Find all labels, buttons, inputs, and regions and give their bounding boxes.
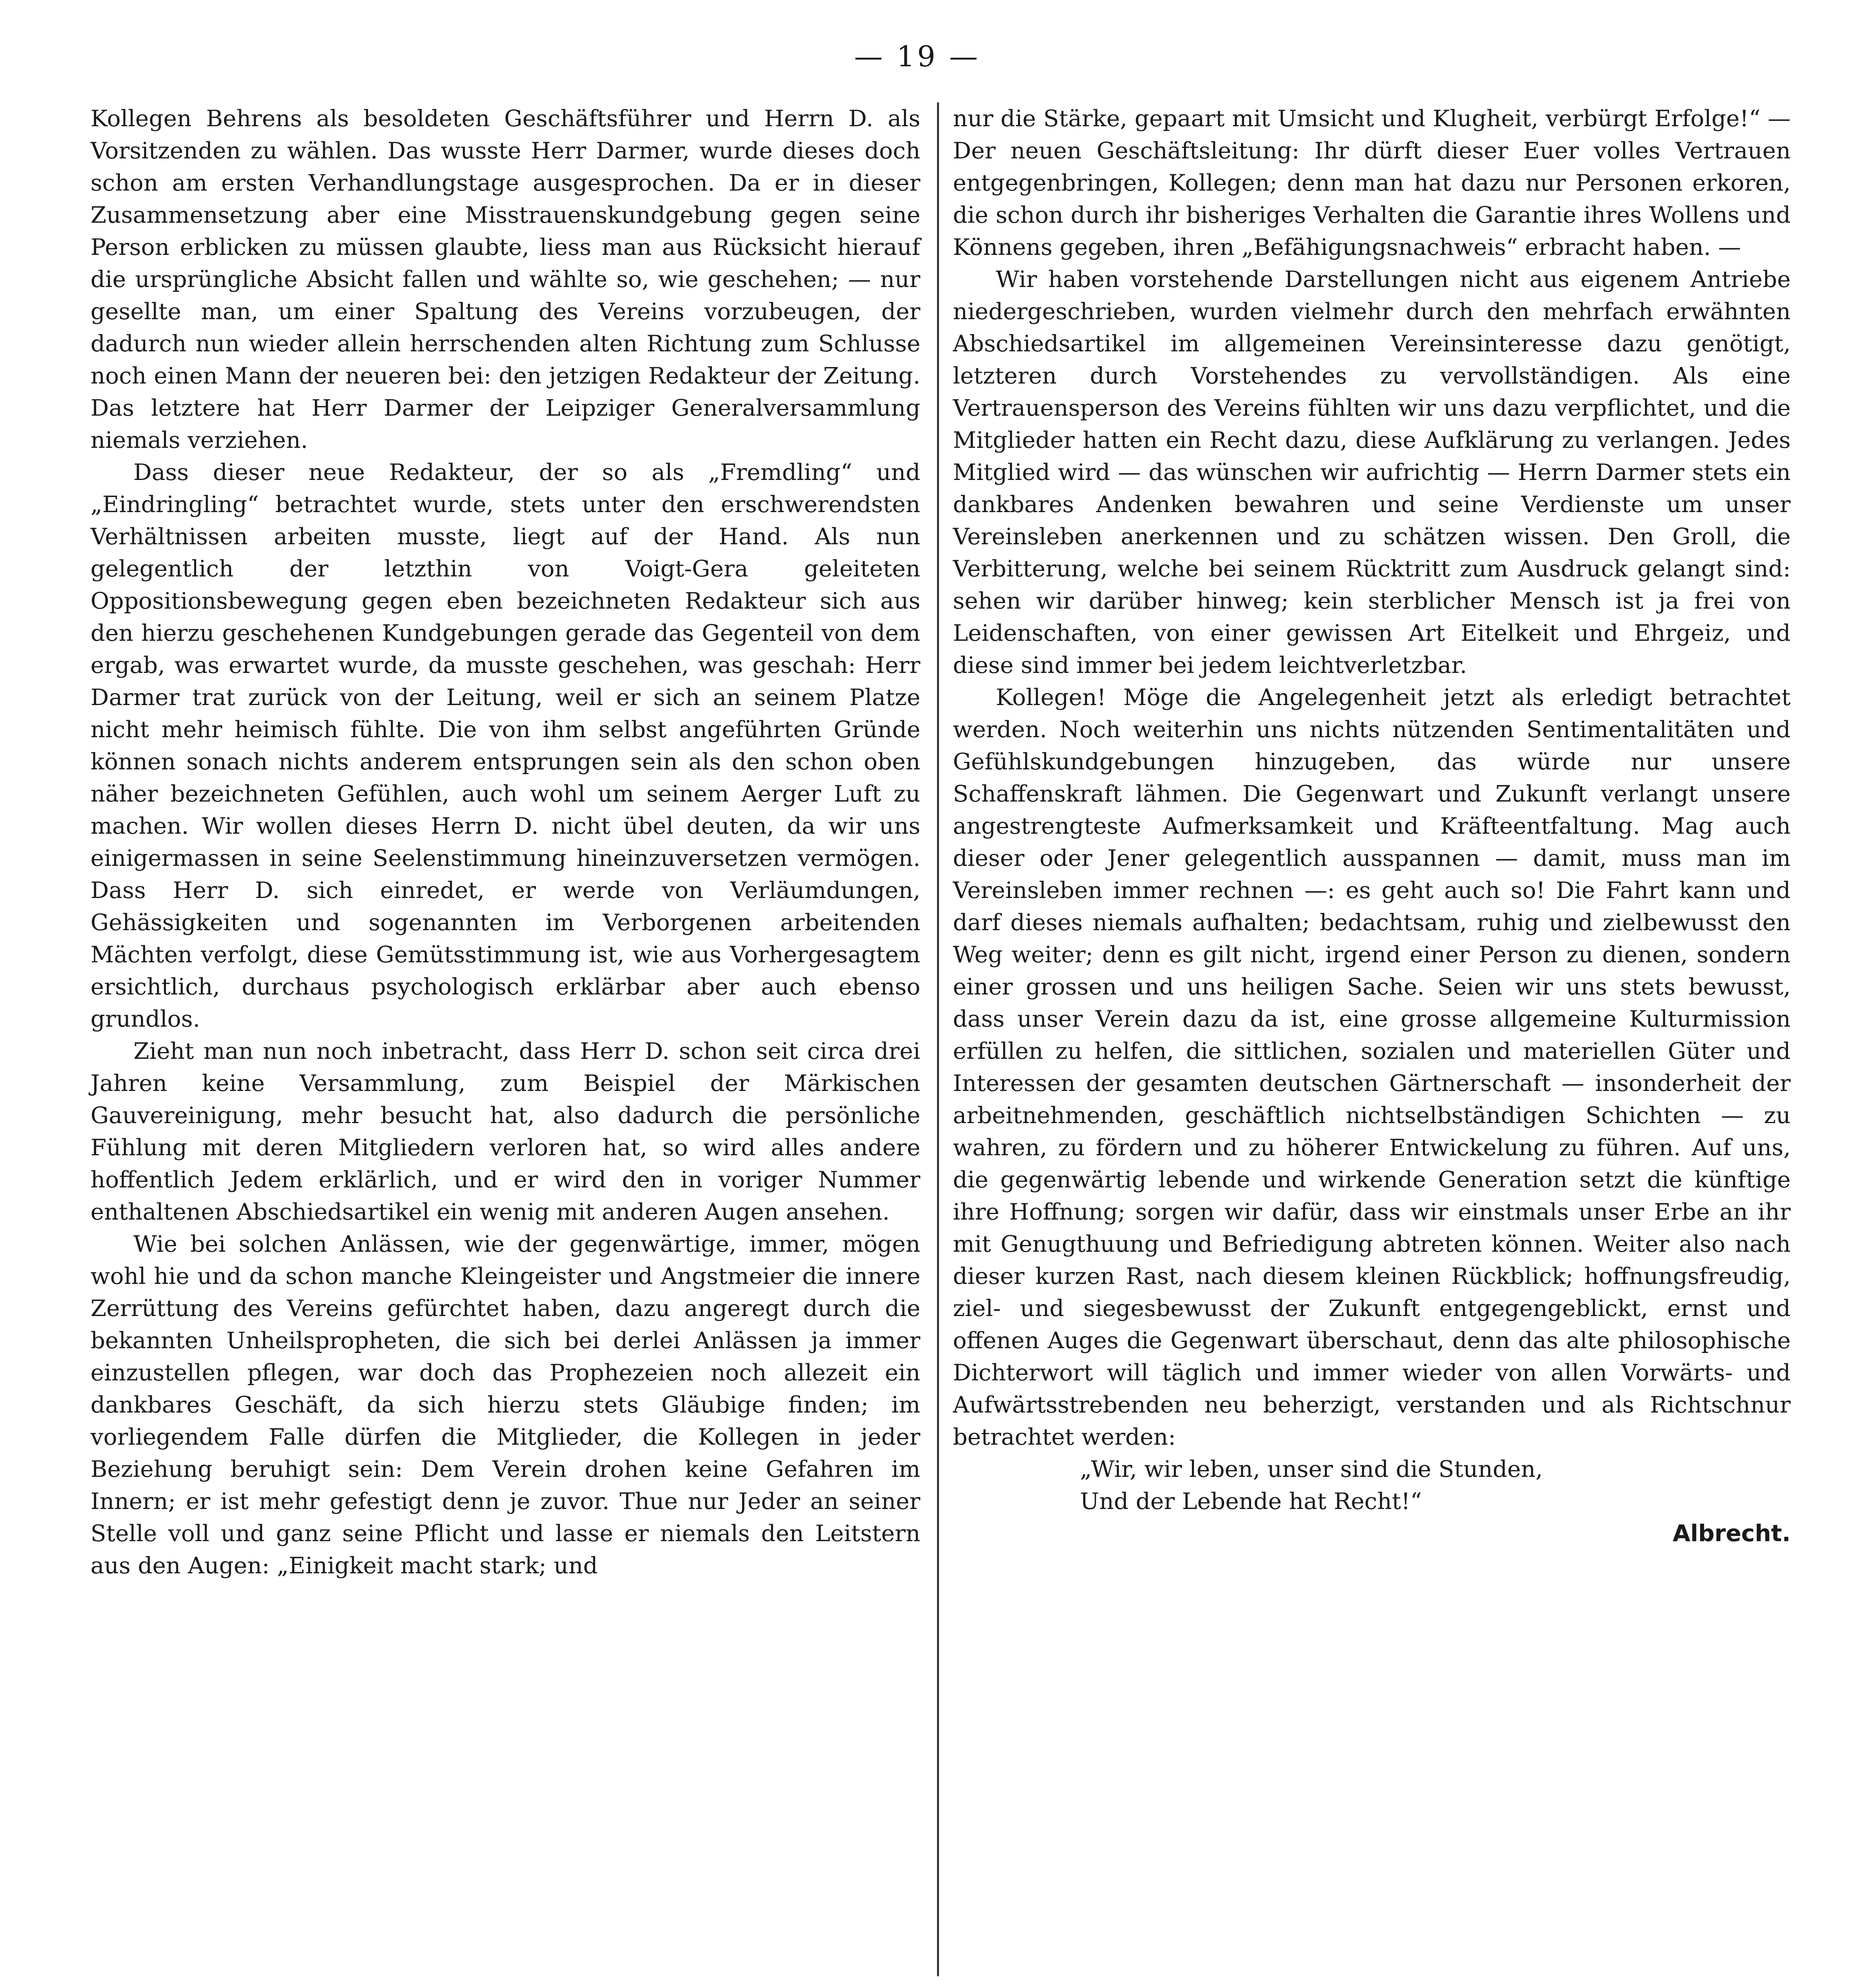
paragraph: Kollegen Behrens als besoldeten Geschäftsführer und Herrn D. als Vorsitzenden zu wählen. Das wusste Herr Darmer, wurde dieses doch schon am ersten Verhandlungstage ausgesprochen. Da er in dieser Zusammensetzung aber eine Misstrauenskundgebung gegen seine Person erblicken zu müssen glaubte, liess man aus Rücksicht hierauf die ursprüngliche Absicht fallen und wählte so, wie geschehen; — nur gesellte man, um einer Spaltung des Vereins vorzubeugen, der dadurch nun wieder allein herrschenden alten Richtung zum Schlusse noch einen Mann der neueren bei: den jetzigen Redakteur der Zeitung. Das letztere hat Herr Darmer der Leipziger Generalversammlung niemals verziehen. (91, 105, 920, 453)
article1-right-column (953, 102, 1791, 1974)
paragraph: Dass dieser neue Redakteur, der so als „Fremdling“ und „Eindringling“ betrachtet wurde, stets unter den erschwerendsten Verhältnissen arbeiten musste, liegt auf der Hand. Als nun gelegentlich der letzthin von Voigt-Gera geleiteten Oppositionsbewegung gegen eben bezeichneten Redakteur sich aus den hierzu geschehenen Kundgebungen gerade das Gegenteil von dem ergab, was erwartet wurde, da musste geschehen, was geschah: Herr Darmer trat zurück von der Leitung, weil er sich an seinem Platze nicht mehr heimisch fühlte. Die von ihm selbst angeführten Gründe können sonach nichts anderem entsprungen sein als den schon oben näher bezeichneten Gefühlen, auch wohl um seinem Aerger Luft zu machen. Wir wollen dieses Herrn D. nicht übel deuten, da wir uns einigermassen in seine Seelenstimmung hineinzuversetzen vermögen. Dass Herr D. sich einredet, er werde von Verläumdungen, Gehässigkeiten und sogenannten im Verborgenen arbeitenden Mächten verfolgt, diese Gemütsstimmung ist, wie aus Vorhergesagtem ersichtlich, durchaus psychologisch erklärbar aber auch ebenso grundlos. (91, 459, 920, 1032)
author-signature: Albrecht. (1672, 1520, 1791, 1547)
verse-line: Und der Lebende hat Recht!“ (1080, 1488, 1422, 1515)
paragraph: nur die Stärke, gepaart mit Umsicht und Klugheit, verbürgt Erfolge!“ — Der neuen Geschäftsleitung: Ihr dürft dieser Euer volles Vertrauen entgegenbringen, Kollegen; denn man hat dazu nur Personen erkoren, die schon durch ihr bisheriges Verhalten die Garantie ihres Wollens und Könnens gegeben, ihren „Befähigungsnachweis“ erbracht haben. — (953, 105, 1791, 260)
paragraph: Kollegen! Möge die Angelegenheit jetzt als erledigt betrachtet werden. Noch weiterhin uns nichts nützenden Sentimentalitäten und Gefühlskundgebungen hinzugeben, das würde nur unsere Schaffenskraft lähmen. Die Gegenwart und Zukunft verlangt unsere angestrengteste Aufmerksamkeit und Kräfteentfaltung. Mag auch dieser oder Jener gelegentlich ausspannen — damit, muss man im Vereinsleben immer rechnen —: es geht auch so! Die Fahrt kann und darf dieses niemals aufhalten; bedachtsam, ruhig und zielbewusst den Weg weiter; denn es gilt nicht, irgend einer Person zu dienen, sondern einer grossen und uns heiligen Sache. Seien wir uns stets bewusst, dass unser Verein dazu da ist, eine grosse allgemeine Kulturmission erfüllen zu helfen, die sittlichen, sozialen und materiellen Güter und Interessen der gesamten deutschen Gärtnerschaft — insonderheit der arbeitnehmenden, geschäftlich nichtselbständigen Schichten — zu wahren, zu fördern und zu höherer Entwickelung zu führen. Auf uns, die gegenwärtig lebende und wirkende Generation setzt die künftige ihre Hoffnung; sorgen wir dafür, dass wir einstmals unser Erbe an ihr mit Genugthuung und Befriedigung abtreten können. Weiter also nach dieser kurzen Rast, nach diesem kleinen Rückblick; hoffnungsfreudig, ziel- und siegesbewusst der Zukunft entgegengeblickt, ernst und offenen Auges die Gegenwart überschaut, denn das alte philosophische Dichterwort will täglich und immer wieder von allen Vorwärts- und Aufwärtsstrebenden neu beherzigt, verstanden und als Richtschnur betrachtet werden: (953, 684, 1791, 1450)
column-divider (937, 102, 939, 1976)
page-number: — 19 — (854, 40, 980, 73)
paragraph: Zieht man nun noch inbetracht, dass Herr D. schon seit circa drei Jahren keine Versammlung, zum Beispiel der Märkischen Gauvereinigung, mehr besucht hat, also dadurch die persönliche Fühlung mit deren Mitgliedern verloren hat, so wird alles andere hoffentlich Jedem erklärlich, und er wird den in voriger Nummer enthaltenen Abschiedsartikel ein wenig mit anderen Augen ansehen. (91, 1038, 920, 1225)
verse-line: „Wir, wir leben, unser sind die Stunden, (1080, 1456, 1543, 1482)
paragraph: Wie bei solchen Anlässen, wie der gegenwärtige, immer, mögen wohl hie und da schon manche Kleingeister und Angstmeier die innere Zerrüttung des Vereins gefürchtet haben, dazu angeregt durch die bekannten Unheilspropheten, die sich bei derlei Anlässen ja immer einzustellen pflegen, war doch das Prophezeien noch allezeit ein dankbares Geschäft, da sich hierzu stets Gläubige finden; im vorliegendem Falle dürfen die Mitglieder, die Kollegen in jeder Beziehung beruhigt sein: Dem Verein drohen keine Gefahren im Innern; er ist mehr gefestigt denn je zuvor. Thue nur Jeder an seiner Stelle voll und ganz seine Pflicht und lasse er niemals den Leitstern aus den Augen: „Einigkeit macht stark; und (91, 1231, 920, 1579)
article1-left-column (91, 102, 920, 1974)
paragraph: Wir haben vorstehende Darstellungen nicht aus eigenem Antriebe niedergeschrieben, wurden vielmehr durch den mehrfach erwähnten Abschiedsartikel im allgemeinen Vereinsinteresse dazu genötigt, letzteren durch Vorstehendes zu vervollständigen. Als eine Vertrauensperson des Vereins fühlten wir uns dazu verpflichtet, und die Mitglieder hatten ein Recht dazu, diese Aufklärung zu verlangen. Jedes Mitglied wird — das wünschen wir aufrichtig — Herrn Darmer stets ein dankbares Andenken bewahren und seine Verdienste um unser Vereinsleben anerkennen und zu schätzen wissen. Den Groll, die Verbitterung, welche bei seinem Rücktritt zum Ausdruck gelangt sind: sehen wir darüber hinweg; kein sterblicher Mensch ist ja frei von Leidenschaften, von einer gewissen Art Eitelkeit und Ehrgeiz, und diese sind immer bei jedem leichtverletzbar. (953, 266, 1791, 678)
